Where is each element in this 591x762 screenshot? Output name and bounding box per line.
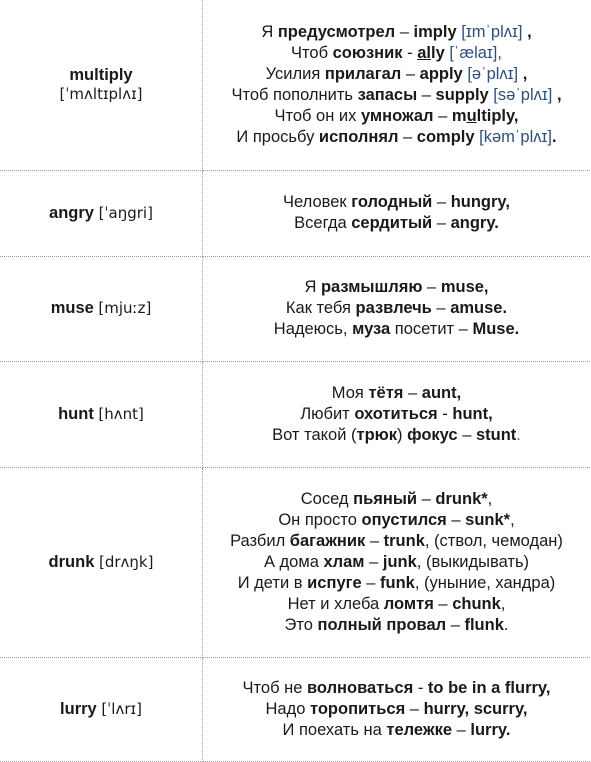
rhyme-segment: волноваться [306,678,414,697]
rhyme-line [209,594,584,615]
rhyme-segment: Как тебя [285,299,356,317]
rhyme-segment: – [431,299,451,317]
rhyme-segment: – [401,64,420,83]
rhyme-segment: - [402,43,418,62]
rhyme-segment: Всегда [294,214,352,232]
word-cell [0,361,203,467]
rhyme-segment: lurry. [470,720,511,739]
rhyme-segment: – [432,193,451,211]
rhyme-segment: – [398,127,417,146]
rhyme-segment: опустился [361,510,447,529]
rhyme-line [209,64,584,85]
rhyme-segment: [səˈplʌɪ] [488,85,553,104]
rhyme-segment: – [446,510,466,529]
rhyme-segment: . [503,615,509,634]
rhyme-line [209,531,584,552]
transcription: [mjuːz] [98,299,152,317]
word-cell [0,170,203,256]
rhyme-segment: ly [430,43,445,62]
rhyme-segment: союзник [332,43,403,62]
rhyme-segment: фокус [407,425,458,444]
rhyme-line [209,615,584,636]
rhyme-segment: сердитый [351,214,433,232]
rhyme-cell [203,256,591,361]
rhyme-segment: [ɪmˈplʌɪ] [461,22,523,41]
rhyme-line [209,277,584,298]
headword: muse [50,299,94,317]
rhyme-segment: stunt [475,425,517,444]
headword: drunk [48,552,95,571]
rhyme-cell [203,361,591,467]
table-row [0,170,590,256]
rhyme-segment: ломтя [383,594,434,613]
transcription: [drʌŋk] [98,552,154,571]
rhyme-segment: drunk* [435,489,488,508]
rhyme-line [209,85,584,106]
rhyme-segment: apply [419,64,463,83]
rhyme-segment: – [403,383,422,402]
word-cell [0,0,203,170]
rhyme-segment: aunt, [421,383,462,402]
rhyme-segment: пьяный [353,489,418,508]
rhyme-segment: развлечь [355,299,432,317]
rhyme-line [209,699,584,720]
rhyme-segment: посетит – [390,320,473,338]
rhyme-line [209,383,584,404]
rhyme-segment: muse, [440,278,489,296]
rhyme-segment: Моя [331,383,369,402]
transcription: [ˈlʌrɪ] [101,699,142,718]
rhyme-segment: прилагал [324,64,402,83]
rhyme-segment: тётя [368,383,404,402]
word-cell [0,467,203,657]
rhyme-line [209,552,584,573]
table-row [0,0,590,170]
rhyme-line [209,192,584,213]
rhyme-segment: Muse. [472,320,520,338]
rhyme-segment: imply [413,22,457,41]
rhyme-segment: голодный [351,193,433,211]
rhyme-segment: торопиться [309,699,406,718]
table-row [0,467,590,657]
rhyme-segment: al [417,43,431,62]
rhyme-segment: hurry, scurry, [423,699,528,718]
rhyme-segment: – [364,552,383,571]
rhyme-segment: comply [416,127,475,146]
rhyme-segment: запасы [357,85,418,104]
rhyme-segment: funk [380,573,415,592]
rhyme-segment: - [437,404,453,423]
rhyme-segment: – [417,489,436,508]
rhyme-cell [203,467,591,657]
rhyme-segment: . [516,425,521,444]
rhyme-segment: полный провал [317,615,447,634]
transcription: [ˈmʌltɪplʌɪ] [59,84,143,103]
rhyme-line [209,319,584,340]
rhyme-segment: – [446,615,465,634]
rhyme-segment: , [487,489,493,508]
rhyme-segment: , [522,22,532,41]
rhyme-line [209,404,584,425]
rhyme-cell [203,657,591,761]
rhyme-segment: , [510,510,515,529]
rhyme-segment: Надо [265,699,310,718]
rhyme-segment: - [413,678,428,697]
word-cell [0,657,203,761]
rhyme-line [209,425,584,446]
table-row [0,361,590,467]
rhyme-segment: А дома [263,552,324,571]
table-row [0,256,590,361]
rhyme-segment: Человек [283,193,352,211]
rhyme-segment: Любит [300,404,355,423]
rhyme-segment: hunt, [452,404,493,423]
headword: angry [49,203,94,222]
rhyme-segment: Чтоб [291,43,333,62]
headword: lurry [60,699,97,718]
rhyme-segment: Усилия [265,64,325,83]
rhyme-segment: , (выкидывать) [416,552,530,571]
rhyme-segment: Я [261,22,278,41]
rhyme-segment: Чтоб не [242,678,307,697]
rhyme-segment: supply [435,85,489,104]
rhyme-segment: умножал [360,106,434,125]
rhyme-segment: Разбил [230,531,290,550]
rhyme-segment: [ˈælaɪ], [444,43,502,62]
rhyme-line [209,43,584,64]
rhyme-line [209,298,584,319]
rhyme-segment: – [361,573,381,592]
rhyme-segment: Вот такой ( [272,425,357,444]
rhyme-segment: sunk* [465,510,511,529]
rhyme-segment: [kəmˈplʌɪ] [474,127,552,146]
rhyme-segment: исполнял [318,127,399,146]
rhyme-segment: m [451,106,467,125]
rhyme-segment: . [551,127,557,146]
rhyme-segment: – [422,278,441,296]
table-row [0,657,590,761]
rhyme-segment: Чтоб пополнить [231,85,358,104]
rhyme-segment: трюк [356,425,398,444]
word-cell [0,256,203,361]
rhyme-segment: – [457,425,476,444]
rhyme-line [209,573,584,594]
headword: hunt [58,404,94,423]
rhyme-segment: , (ствол, чемодан) [424,531,563,550]
rhyme-segment: trunk [383,531,425,550]
rhyme-segment: – [433,594,453,613]
rhyme-segment: испуге [307,573,362,592]
rhyme-line [209,22,584,43]
rhyme-segment: – [395,22,414,41]
rhyme-segment: И поехать на [282,720,387,739]
rhyme-segment: hungry, [450,193,510,211]
rhyme-segment: И просьбу [236,127,319,146]
rhyme-segment: – [405,699,424,718]
rhyme-segment: to be in a flurry, [427,678,551,697]
rhyme-segment: – [452,720,471,739]
rhyme-segment: – [365,531,384,550]
rhyme-segment: предусмотрел [277,22,396,41]
rhyme-segment: chunk [452,594,501,613]
rhyme-line [209,106,584,127]
rhyme-line [209,678,584,699]
rhyme-segment: angry. [450,214,499,232]
rhyme-segment: – [417,85,436,104]
transcription: [ˈaŋgri] [98,203,153,222]
rhyme-segment: И дети в [237,573,308,592]
rhyme-line [209,489,584,510]
rhyme-segment: amuse. [450,299,508,317]
rhyme-segment: Он просто [278,510,362,529]
rhyme-segment: охотиться [354,404,438,423]
rhyme-segment: , [500,594,506,613]
rhyme-cell [203,170,591,256]
rhyme-segment: тележке [386,720,453,739]
rhyme-segment: Нет и хлеба [287,594,384,613]
rhyme-segment: размышляю [320,278,423,296]
rhyme-segment: Сосед [300,489,354,508]
headword: multiply [69,65,133,84]
rhyme-segment: ltiply, [476,106,519,125]
rhyme-segment: хлам [323,552,365,571]
rhyme-cell [203,0,591,170]
rhyme-segment: ) [397,425,408,444]
rhyme-segment: муза [352,320,391,338]
rhyme-line [209,213,584,234]
rhyme-segment: Это [284,615,318,634]
rhyme-line [209,127,584,148]
rhyme-segment: flunk [464,615,504,634]
rhyme-segment: , (уныние, хандра) [414,573,556,592]
rhyme-segment: [əˈplʌɪ] [462,64,519,83]
transcription: [hʌnt] [98,404,144,423]
rhyme-segment: Я [304,278,321,296]
rhyme-segment: junk [382,552,417,571]
rhyme-segment: – [432,214,451,232]
rhyme-segment: Надеюсь, [273,320,353,338]
rhyme-segment: багажник [289,531,366,550]
rhyme-segment: , [552,85,562,104]
rhyme-segment: Чтоб он их [274,106,361,125]
rhyme-segment: , [518,64,528,83]
rhyme-segment: – [433,106,452,125]
rhyme-line [209,720,584,741]
rhyme-segment: u [466,106,477,125]
rhyme-line [209,510,584,531]
